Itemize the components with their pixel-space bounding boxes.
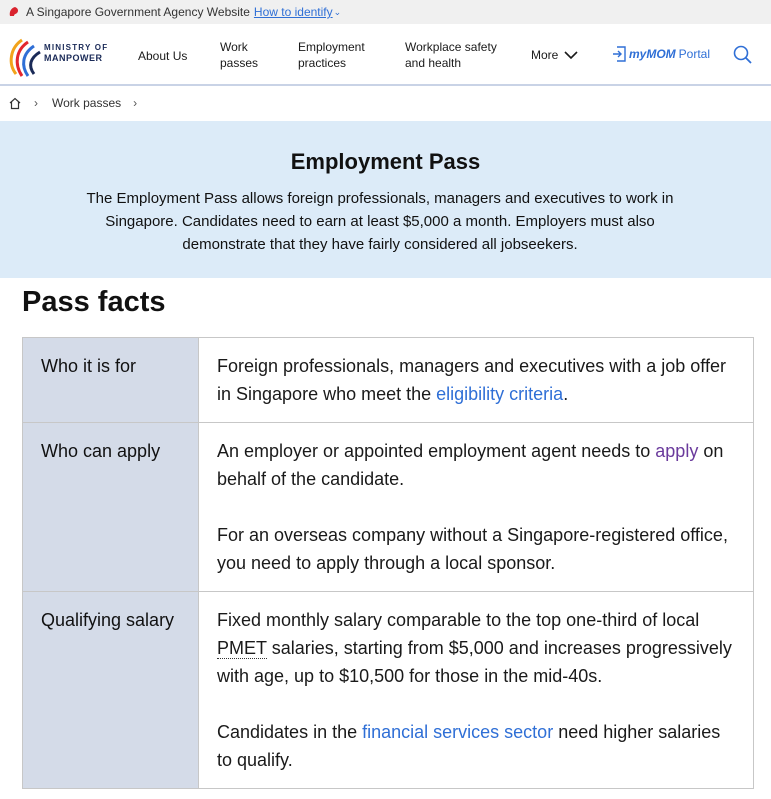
- logo-wordmark: [44, 43, 108, 63]
- text: on behalf of the candidate.: [217, 441, 724, 489]
- nav-employment-line1: Employment: [298, 40, 365, 54]
- text: .: [563, 384, 569, 404]
- home-icon[interactable]: [8, 97, 22, 110]
- text: need higher salaries to qualify.: [217, 722, 721, 770]
- text: Fixed monthly salary comparable to the top one-third of local: [217, 610, 700, 630]
- row-key: Qualifying salary: [23, 592, 199, 789]
- gov-masthead: [0, 0, 771, 24]
- nav-work-passes-line1: Work: [220, 40, 248, 54]
- nav-wsh-line2: and health: [405, 56, 462, 70]
- mom-logo-icon: [6, 34, 46, 78]
- pmet-abbreviation[interactable]: PMET: [217, 638, 267, 658]
- site-header: [0, 24, 771, 86]
- breadcrumb-work-passes[interactable]: Work passes: [52, 96, 122, 110]
- financial-services-link[interactable]: financial services sector: [362, 722, 554, 742]
- portal-brand: myMOM: [629, 47, 676, 61]
- pass-facts-heading: Pass facts: [22, 286, 166, 318]
- table-row: [23, 592, 754, 789]
- nav-about-us[interactable]: About Us: [138, 49, 188, 63]
- apply-link[interactable]: apply: [655, 441, 699, 461]
- masthead-text: A Singapore Government Agency Website: [26, 5, 250, 19]
- row-key: Who it is for: [23, 338, 199, 423]
- row-value: [199, 423, 754, 592]
- logo-line-1: MINISTRY OF: [44, 43, 109, 52]
- nav-wsh-line1: Workplace safety: [405, 40, 497, 54]
- paragraph: [217, 437, 735, 493]
- text: salaries, starting from $5,000 and increases progressively with age, up to $10,500 for those in the mid-40s.: [217, 638, 732, 686]
- text: Foreign professionals, managers and executives with a job offer in Singapore who meet the: [217, 356, 726, 404]
- table-row: [23, 423, 754, 592]
- breadcrumb-separator-icon: ›: [133, 96, 138, 110]
- paragraph: For an overseas company without a Singapore-registered office, you need to apply through a local sponsor.: [217, 525, 728, 573]
- eligibility-criteria-link[interactable]: eligibility criteria: [436, 384, 564, 404]
- mymom-portal-link[interactable]: [612, 46, 710, 62]
- chevron-down-icon[interactable]: ⌄: [333, 6, 342, 17]
- row-key: Who can apply: [23, 423, 199, 592]
- row-value: [199, 592, 754, 789]
- paragraph: [217, 718, 735, 774]
- page-title: Employment Pass: [290, 149, 481, 174]
- breadcrumb: [8, 96, 137, 110]
- login-icon: [612, 46, 626, 62]
- table-row: [23, 338, 754, 423]
- nav-workplace-safety[interactable]: [405, 39, 497, 71]
- nav-work-passes[interactable]: [220, 39, 258, 71]
- chevron-down-icon: [564, 51, 578, 60]
- nav-more[interactable]: [531, 47, 578, 63]
- breadcrumb-separator-icon: ›: [34, 96, 38, 110]
- search-icon[interactable]: [733, 45, 753, 65]
- logo-line-2: MANPOWER: [44, 53, 103, 63]
- nav-more-label: More: [531, 48, 559, 62]
- text: An employer or appointed employment agent needs to: [217, 441, 656, 461]
- nav-work-passes-line2: passes: [220, 56, 259, 70]
- page-description: The Employment Pass allows foreign professionals, managers and executives to work in Singapore. Candidates need to earn at least $5,000 a month. Employers must also demonstrate that they have fairly considered all jobseekers.: [86, 190, 674, 253]
- singapore-lion-icon: [8, 6, 20, 18]
- paragraph: [217, 606, 735, 690]
- how-to-identify-link[interactable]: How to identify: [253, 5, 333, 19]
- hero-banner: [0, 121, 771, 278]
- row-value: [199, 338, 754, 423]
- pass-facts-table: [22, 337, 754, 789]
- portal-suffix: Portal: [678, 47, 711, 61]
- text: Candidates in the: [217, 722, 363, 742]
- nav-employment-practices[interactable]: [298, 39, 365, 71]
- nav-employment-line2: practices: [298, 56, 347, 70]
